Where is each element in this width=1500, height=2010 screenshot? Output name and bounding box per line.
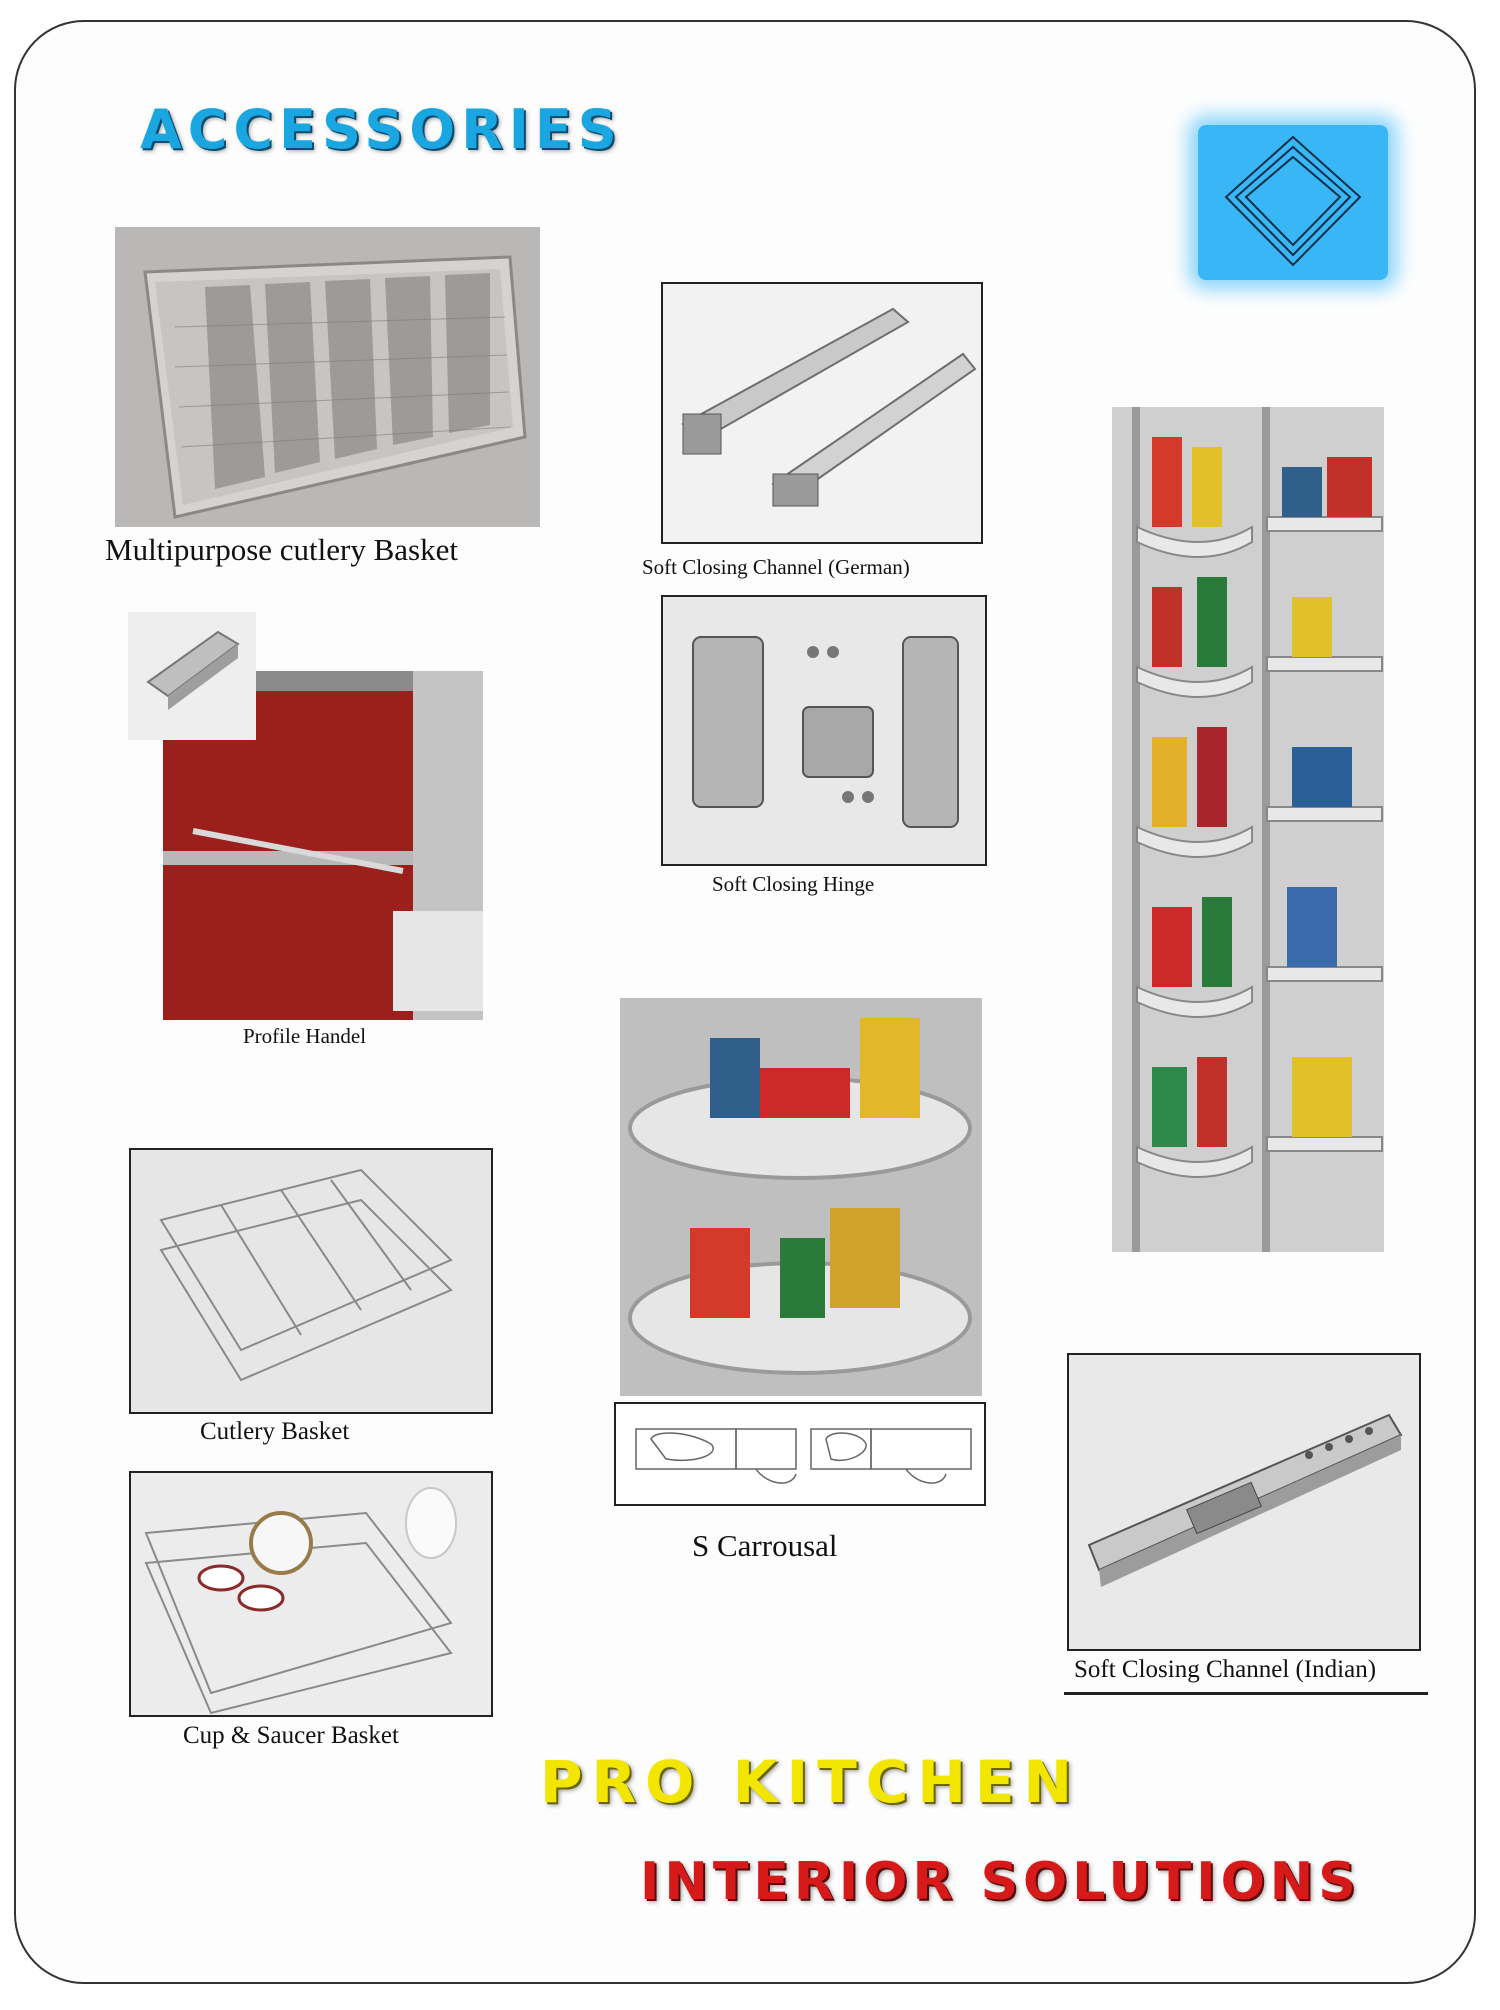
caption-cup-saucer-basket: Cup & Saucer Basket	[183, 1722, 399, 1749]
cutlery-basket-photo	[129, 1148, 493, 1414]
caption-profile-handel: Profile Handel	[243, 1024, 367, 1048]
s-carrousal-diagram	[614, 1402, 986, 1506]
caption-soft-closing-hinge: Soft Closing Hinge	[712, 872, 875, 896]
soft-closing-hinge-photo	[661, 595, 987, 866]
caption-multipurpose-cutlery-basket: Multipurpose cutlery Basket	[105, 532, 458, 567]
caption-underline	[1064, 1692, 1428, 1695]
caption-soft-closing-channel-indian: Soft Closing Channel (Indian)	[1074, 1656, 1377, 1683]
page-title: ACCESSORIES	[140, 98, 623, 161]
s-carrousal-photo	[620, 998, 982, 1396]
caption-cutlery-basket: Cutlery Basket	[200, 1418, 350, 1445]
soft-closing-channel-german-photo	[661, 282, 983, 544]
profile-handel-inset-photo	[128, 612, 256, 740]
multipurpose-cutlery-basket-photo	[115, 227, 540, 527]
brand-tagline: INTERIOR SOLUTIONS	[640, 1852, 1361, 1912]
caption-s-carrousal: S Carrousal	[692, 1528, 838, 1563]
tall-pantry-unit-photo	[1112, 407, 1384, 1252]
diamond-logo-icon	[1198, 125, 1388, 280]
brand-name: PRO KITCHEN	[540, 1748, 1082, 1816]
soft-closing-channel-indian-photo	[1067, 1353, 1421, 1651]
cup-saucer-basket-photo	[129, 1471, 493, 1717]
caption-soft-closing-channel-german: Soft Closing Channel (German)	[642, 555, 910, 579]
